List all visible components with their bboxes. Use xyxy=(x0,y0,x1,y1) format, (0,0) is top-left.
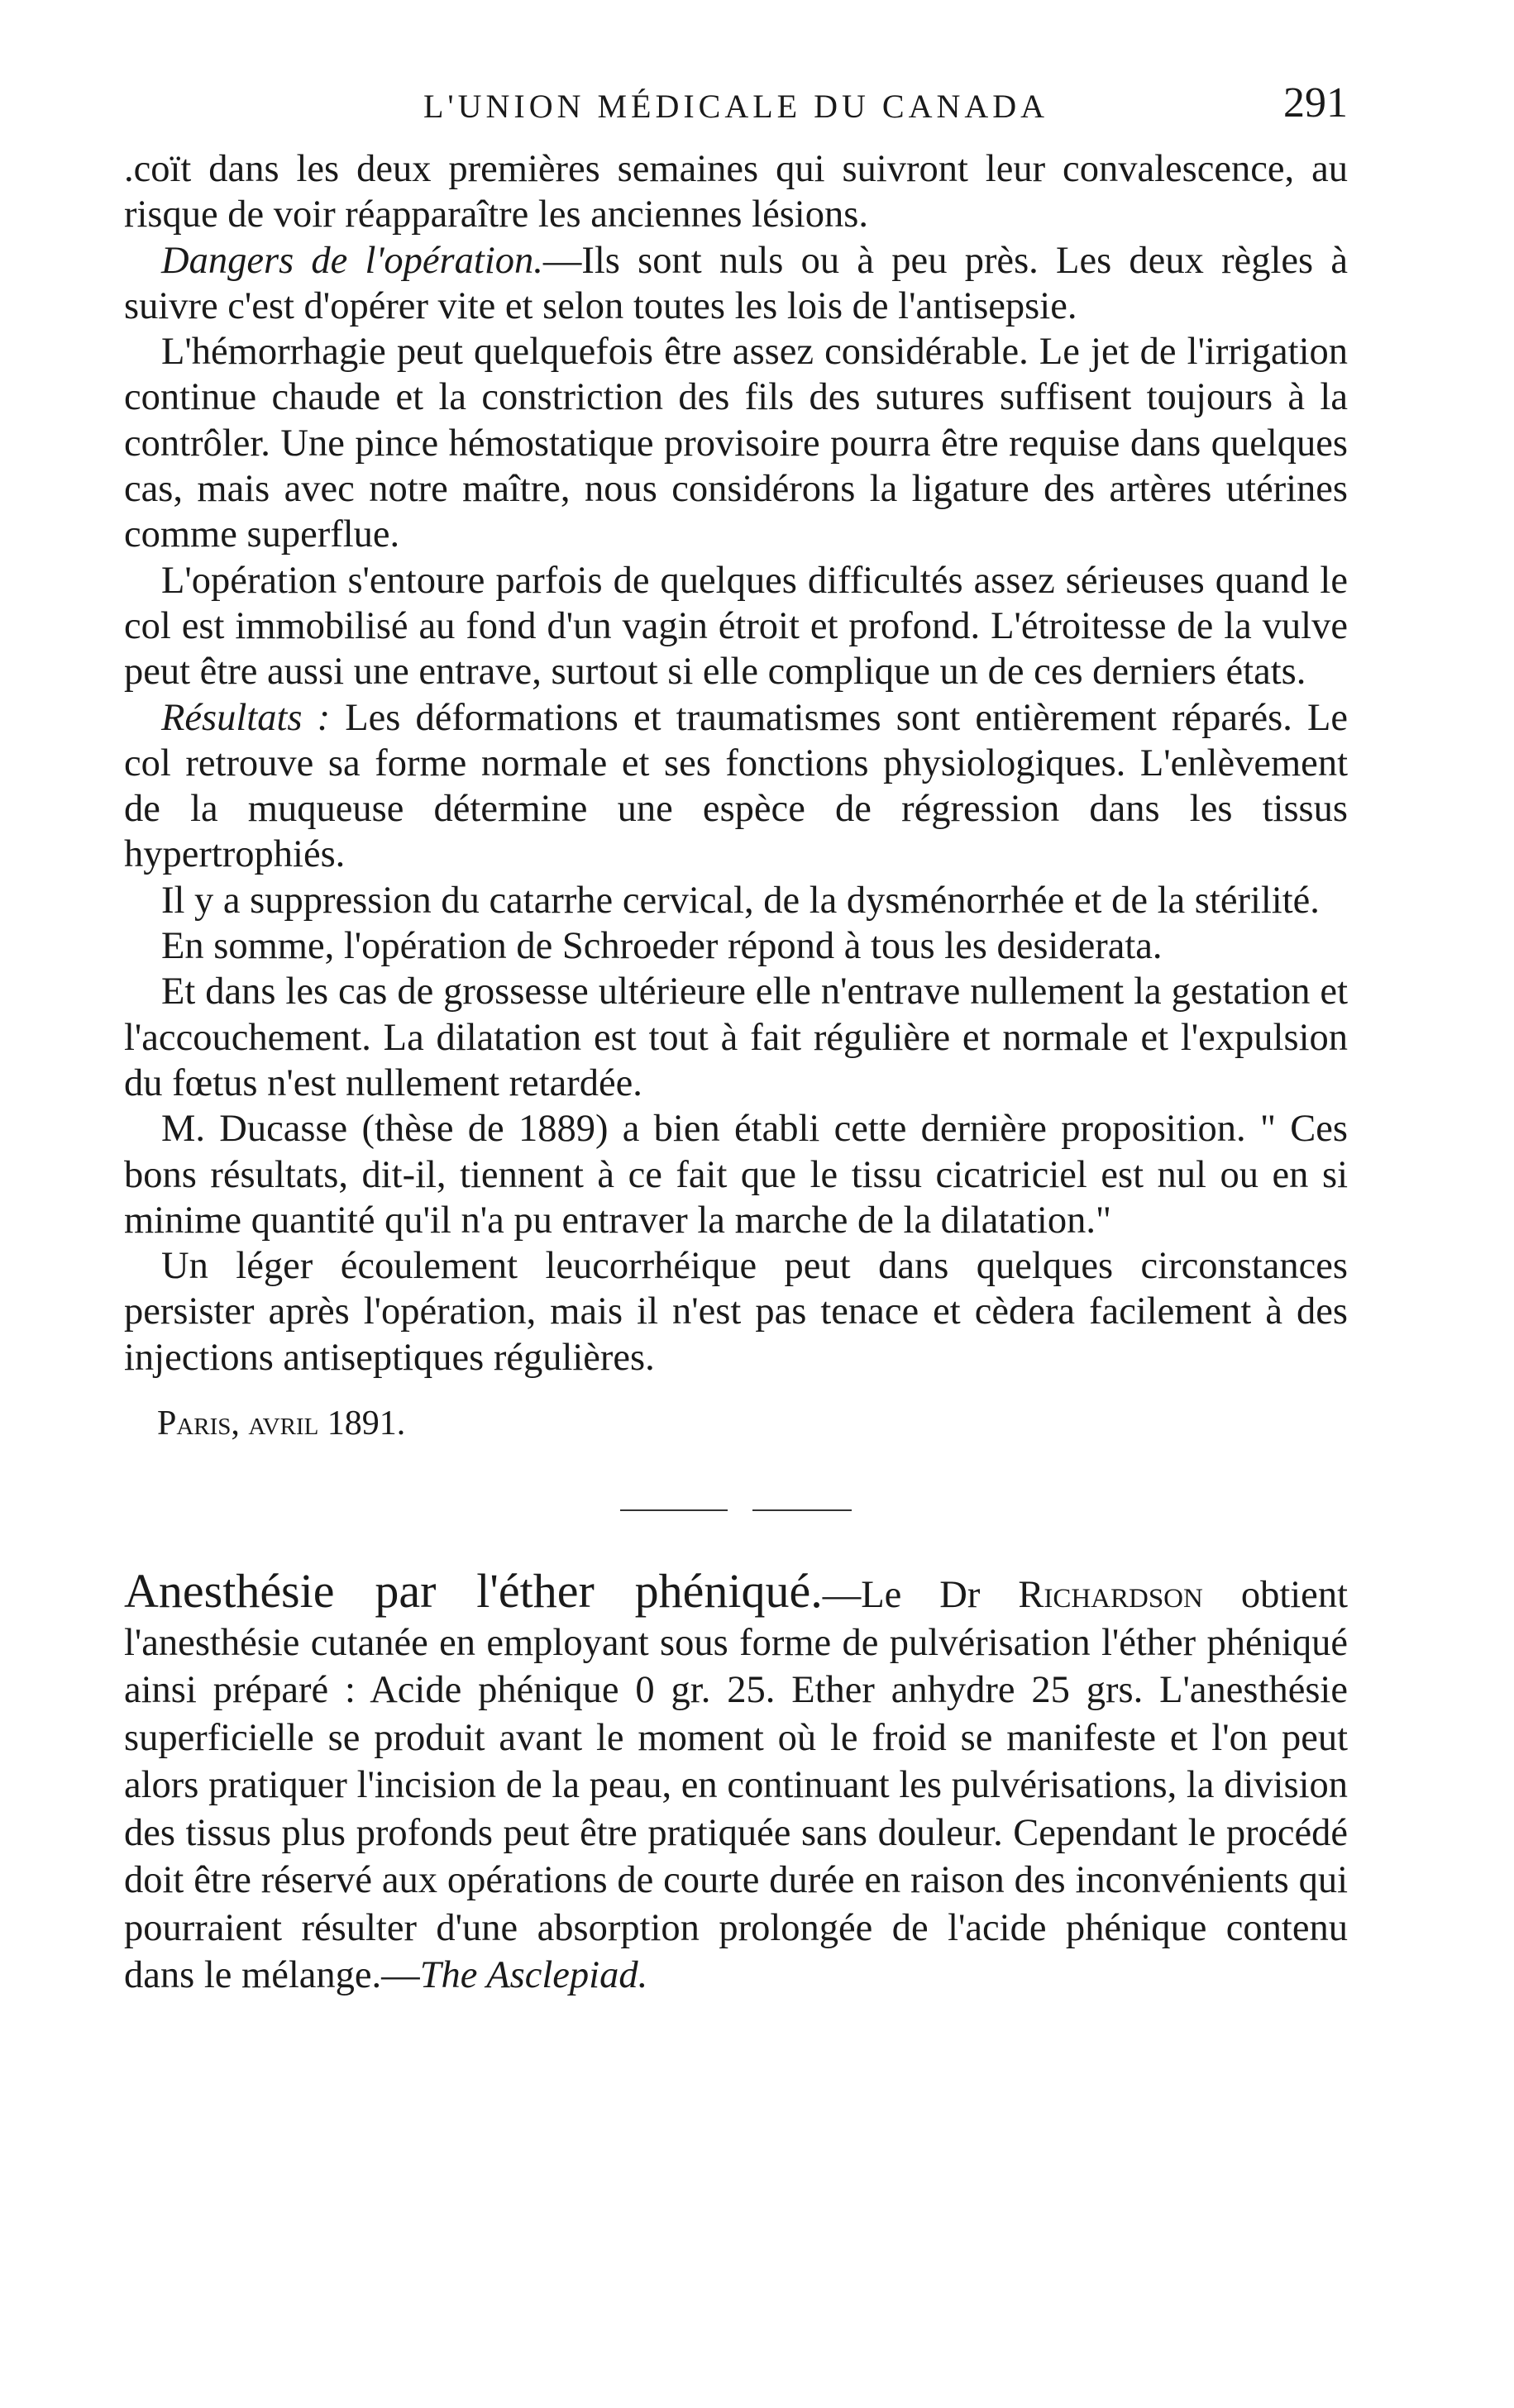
news-item-title: Anesthésie par l'éther phéniqué. xyxy=(124,1564,823,1619)
divider-rule xyxy=(752,1509,852,1511)
news-item-text: obtient l'anesthésie cutanée en employant sous forme de pulvérisation l'éther phéniqué ainsi préparé : Acide phénique 0 gr. 25. Ether anhydre 25 grs. L'anesthésie superficielle se produit avant le moment où le froid se manifeste et l'on peut alors pratiquer l'incision de la peau, en continuant les pulvérisations, la division des tissus plus profonds peut être pratiquée sans douleur. Cependant le procédé doit être réservé aux opérations de courte durée en raison des inconvénients qui pourraient résulter d'une absorption prolongée de l'acide phénique contenu dans le mélange.— xyxy=(124,1574,1348,1997)
paragraph xyxy=(124,1243,1348,1380)
paragraph xyxy=(124,146,1348,238)
paragraph-lead: Dangers de l'opération. xyxy=(161,239,543,282)
news-item-text: —Le Dr xyxy=(822,1574,1019,1617)
paragraph xyxy=(124,695,1348,878)
paragraph xyxy=(124,329,1348,557)
paragraph-text: Il y a suppression du catarrhe cervical, de la dysménorrhée et de la stérilité. xyxy=(161,879,1320,922)
paragraph-text: L'hémorrhagie peut quelquefois être assez considérable. Le jet de l'irrigation continue chaude et la constriction des fils des sutures suffisent toujours à la contrôler. Une pince hémostatique provisoire pourra être requise dans quelques cas, mais avec notre maître, nous considérons la ligature des artères utérines comme superflue. xyxy=(124,331,1348,556)
paragraph-text: Un léger écoulement leucorrhéique peut dans quelques circonstances persister après l'opération, mais il n'est pas tenace et cèdera facilement à des injections antiseptiques régulières. xyxy=(124,1245,1348,1379)
divider-rule xyxy=(620,1509,728,1511)
article-body xyxy=(124,146,1348,1380)
paragraph xyxy=(124,969,1348,1106)
paragraph xyxy=(124,878,1348,923)
paragraph-text: Les déformations et traumatismes sont entièrement réparés. Le col retrouve sa forme normale et ses fonctions physiologiques. L'enlèvement de la muqueuse détermine une espèce de régression dans les tissus hypertrophiés. xyxy=(124,696,1348,876)
paragraph-text: L'opération s'entoure parfois de quelques difficultés assez sérieuses quand le col est immobilisé au fond d'un vagin étroit et profond. L'étroitesse de la vulve peut être aussi une entrave, surtout si elle complique un de ces derniers états. xyxy=(124,559,1348,694)
paragraph-text: —Ils sont nuls ou à peu près. Les deux règles à suivre c'est d'opérer vite et selon toutes les lois de l'antisepsie. xyxy=(124,239,1348,327)
running-head xyxy=(124,79,1348,136)
journal-page xyxy=(124,79,1348,2360)
paragraph xyxy=(124,923,1348,969)
page-number: 291 xyxy=(1283,79,1348,126)
section-divider xyxy=(124,1476,1348,1543)
signature-dateline: Paris, avril 1891. xyxy=(157,1404,406,1443)
paragraph-text: Et dans les cas de grossesse ultérieure elle n'entrave nullement la gestation et l'accouchement. La dilatation est tout à fait régulière et normale et l'expulsion du fœtus n'est nullement retardée. xyxy=(124,970,1348,1104)
source-citation: The Asclepiad. xyxy=(419,1954,648,1997)
paragraph-text: En somme, l'opération de Schroeder répond à tous les desiderata. xyxy=(161,925,1163,968)
author-name: Richardson xyxy=(1018,1574,1203,1617)
running-title: L'UNION MÉDICALE DU CANADA xyxy=(423,88,1049,125)
paragraph xyxy=(124,558,1348,695)
news-item xyxy=(124,1564,1348,2000)
paragraph-text: M. Ducasse (thèse de 1889) a bien établi cette dernière proposition. " Ces bons résultats, dit-il, tiennent à ce fait que le tissu cicatriciel est nul ou en si minime quantité qu'il n'a pu entraver la marche de la dilatation." xyxy=(124,1108,1348,1242)
paragraph-lead: Résultats : xyxy=(161,696,331,739)
paragraph xyxy=(124,1106,1348,1243)
paragraph xyxy=(124,238,1348,330)
paragraph-text: .coït dans les deux premières semaines qui suivront leur convalescence, au risque de voir réapparaître les anciennes lésions. xyxy=(124,148,1348,236)
